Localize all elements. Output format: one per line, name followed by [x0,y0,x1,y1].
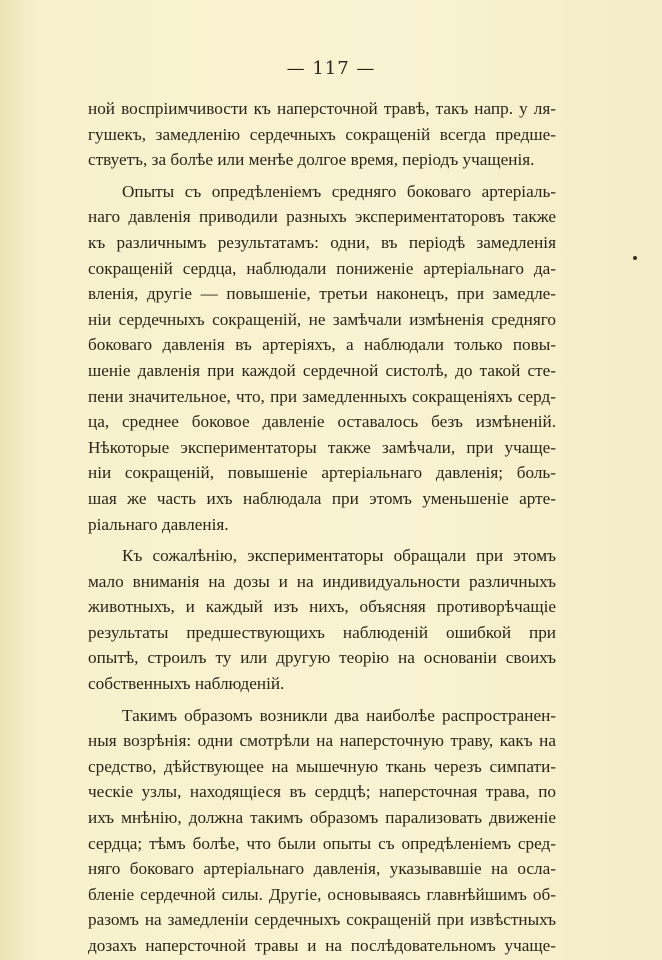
text-line: дозахъ наперсточной травы и на послѣдовательномъ учаще- [88,936,556,955]
text-line: ческіе узлы, находящіеся въ сердцѣ; наперсточная трава, по [88,782,556,802]
text-line: ствуетъ, за болѣе или менѣе долгое время, періодъ учащенія. [88,150,535,170]
text-line: ной воспріимчивости къ наперсточной травѣ, такъ напр. у ля- [88,99,556,118]
text-line: ихъ мнѣнію, должна такимъ образомъ парализовать движеніе [88,808,556,828]
text-line: няго боковаго артеріальнаго давленія, указывавшіе на осла- [88,859,556,879]
text-line: шая же часть ихъ наблюдала при этомъ уменьшеніе арте- [88,488,556,508]
text-line: шеніе давленія при каждой сердечной систолѣ, до такой сте- [88,360,556,380]
paragraph-3 [88,543,556,697]
text-line: разомъ на замедленіи сердечныхъ сокращеній при извѣстныхъ [88,910,556,930]
text-line: результаты предшествующихъ наблюденій ошибкой при [88,622,556,642]
text-line: бленіе сердечной силы. Другіе, основываясь главнѣйшимъ об- [88,884,556,904]
text-line: собственныхъ наблюденій. [88,674,285,694]
text-line: Нѣкоторые экспериментаторы также замѣчали, при учаще- [88,437,556,457]
ink-speck [633,256,637,260]
paragraph-1 [88,96,556,173]
text-line: сокращеній сердца, наблюдали пониженіе артеріальнаго да- [88,258,556,278]
text-line: боковаго давленія въ артеріяхъ, а наблюдали только повы- [88,335,556,355]
page-number: — 117 — [286,58,376,79]
text-line: гушекъ, замедленію сердечныхъ сокращеній всегда предше- [88,124,556,144]
text-line: ныя возрѣнія: одни смотрѣли на наперсточную траву, какъ на [88,731,556,751]
paragraph-2 [88,179,556,537]
text-line: сердца; тѣмъ болѣе, что были опыты съ опредѣленіемъ сред- [88,833,556,853]
text-line: ніи сокращеній, повышеніе артеріальнаго давленія; боль- [88,463,556,483]
text-line: ніи сердечныхъ сокращеній, не замѣчали измѣненія средняго [88,309,556,329]
text-line: опытѣ, строилъ ту или другую теорію на основаніи своихъ [88,648,556,668]
text-line: къ различнымъ результатамъ: одни, въ періодѣ замедленія [88,232,556,252]
text-line: средство, дѣйствующее на мышечную ткань черезъ симпати- [88,756,556,776]
paragraph-4 [88,703,556,959]
text-line: мало вниманія на дозы и на индивидуальности различныхъ [88,571,556,591]
text-line: Къ сожалѣнію, экспериментаторы обращали при этомъ [122,546,556,566]
text-line: ца, среднее боковое давленіе оставалось безъ измѣненій. [88,412,556,432]
text-line: ріальнаго давленія. [88,514,229,534]
text-line: наго давленія приводили разныхъ экспериментаторовъ также [88,207,556,227]
text-line: пени значительное, что, при замедленныхъ сокращеніяхъ серд- [88,386,556,406]
text-line: Опыты съ опредѣленіемъ средняго боковаго артеріаль- [122,181,556,201]
text-line: вленія, другіе — повышеніе, третьи наконецъ, при замедле- [88,284,556,304]
body-text [88,96,556,959]
text-line: животныхъ, и каждый изъ нихъ, объясняя противорѣчащіе [88,597,556,617]
text-line: Такимъ образомъ возникли два наиболѣе распространен- [122,705,556,725]
